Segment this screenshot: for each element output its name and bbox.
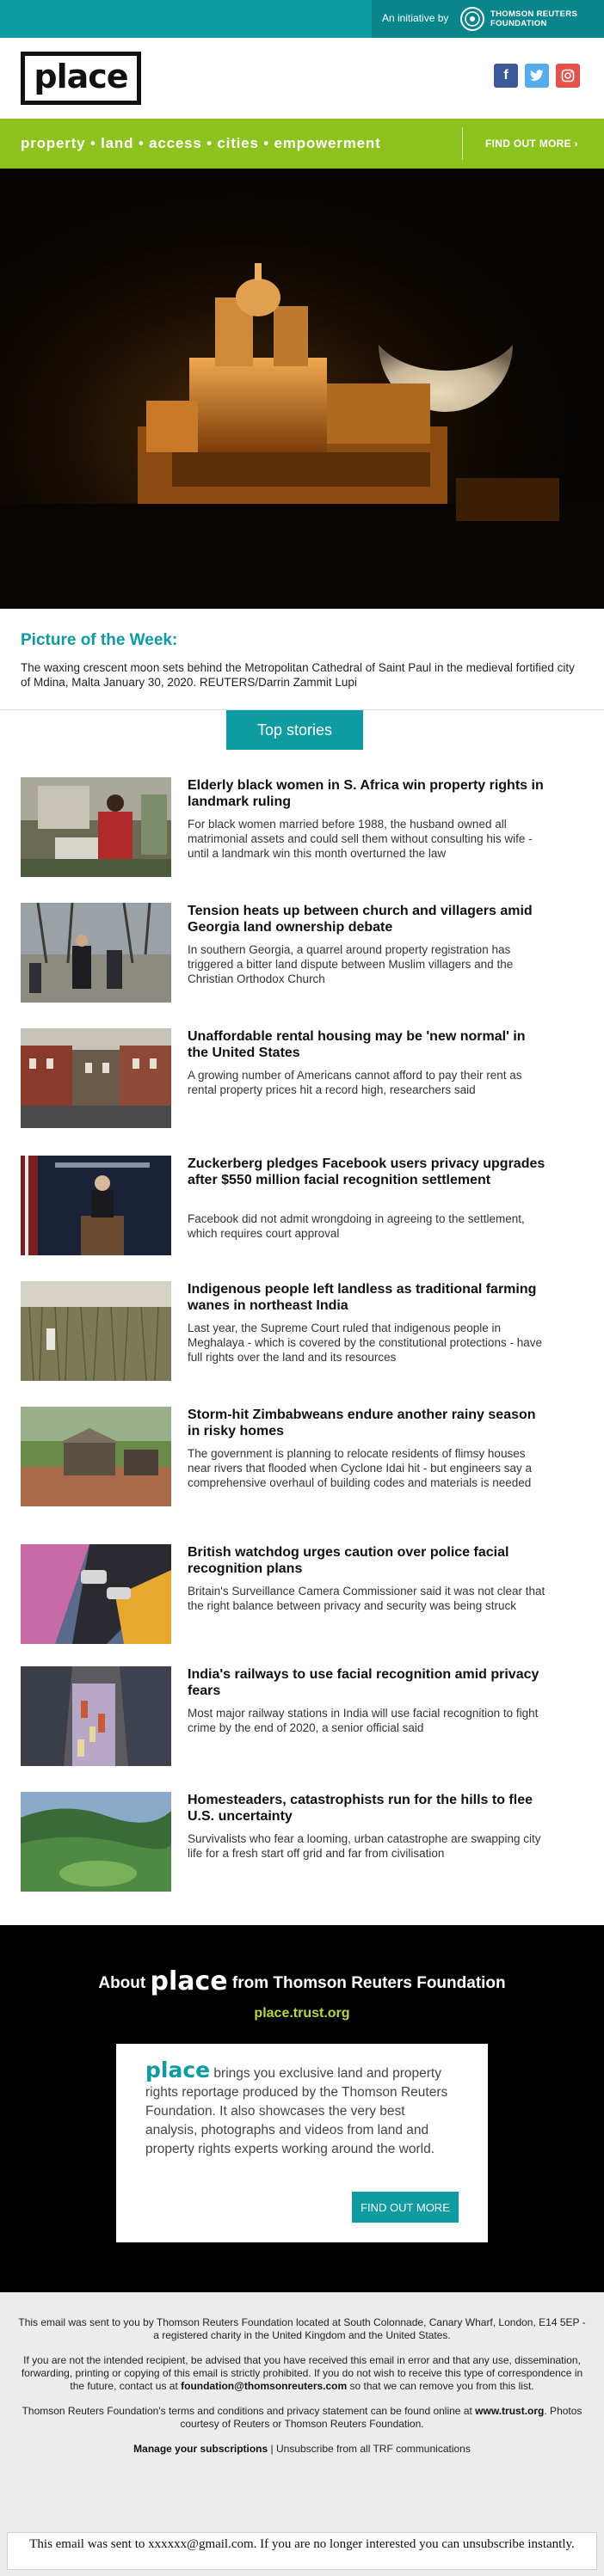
potw-title: Picture of the Week: <box>21 631 178 649</box>
topics-list[interactable]: property • land • access • cities • empowerment <box>21 135 381 151</box>
about-section <box>0 1925 604 2292</box>
story-summary: The government is planning to relocate residents of flimsy houses near rivers that flooded when Cyclone Idai hit - but engineers say a comprehensive overhaul of building codes and materials is needed <box>188 1447 532 1489</box>
footer-terms <box>17 2405 587 2431</box>
story-summary: Last year, the Supreme Court ruled that indigenous people in Meghalaya - which is covered by the constitutional protections - have full rights over the land and its resources <box>188 1322 542 1364</box>
tr-org-name <box>490 9 577 28</box>
tr-org-line2: FOUNDATION <box>490 19 547 28</box>
footer-disclaimer <box>17 2354 587 2393</box>
story-thumbnail[interactable] <box>21 777 171 877</box>
story-thumbnail[interactable] <box>21 1281 171 1381</box>
manage-subscriptions-link[interactable]: Manage your subscriptions <box>133 2443 268 2455</box>
about-title-prefix: About <box>98 1974 146 1992</box>
story-thumbnail[interactable] <box>21 1544 171 1644</box>
twitter-icon[interactable] <box>525 64 549 88</box>
story-photo <box>21 1156 171 1255</box>
footer-subscription-links <box>17 2443 587 2456</box>
story-headline[interactable]: Zuckerberg pledges Facebook users privacy upgrades after $550 million facial recognition settlement <box>188 1156 545 1187</box>
story-headline[interactable]: Tension heats up between church and villagers amid Georgia land ownership debate <box>188 904 533 935</box>
place-logo[interactable] <box>21 52 141 105</box>
story-photo <box>21 903 171 1003</box>
facebook-icon[interactable]: f <box>494 64 518 88</box>
potw-caption: The waxing crescent moon sets behind the Metropolitan Cathedral of Saint Paul in the medieval fortified city of Mdina, Malta January 30, 2020. REUTERS/Darrin Zammit Lupi <box>21 661 575 689</box>
story-photo <box>21 1028 171 1128</box>
footer-terms-end: . Photos courtesy of Reuters or Thomson Reuters Foundation. <box>180 2405 582 2430</box>
story-photo <box>21 1281 171 1381</box>
about-card-brand: place <box>145 2058 211 2082</box>
story-headline[interactable]: Unaffordable rental housing may be 'new normal' in the United States <box>188 1029 526 1060</box>
twitter-bird-icon <box>530 70 544 82</box>
about-find-out-more-button[interactable]: FIND OUT MORE <box>352 2192 459 2223</box>
thomson-reuters-logo-icon <box>459 6 485 32</box>
about-title <box>0 1966 604 1996</box>
instagram-camera-icon <box>561 69 575 83</box>
story-thumbnail[interactable] <box>21 1156 171 1255</box>
story-summary: Britain's Surveillance Camera Commissioner said it was not clear that the right balance between privacy and security was being struck <box>188 1585 545 1612</box>
story-headline[interactable]: Elderly black women in S. Africa win property rights in landmark ruling <box>188 778 544 809</box>
story-summary: A growing number of Americans cannot afford to pay their rent as rental property prices hit a record high, researchers said <box>188 1069 522 1096</box>
about-card-body: brings you exclusive land and property rights reportage produced by the Thomson Reuters Foundation. It also showcases the very best analysis, photographs and videos from land and property rights experts working around the world. <box>145 2066 448 2156</box>
story-headline[interactable]: Homesteaders, catastrophists run for the hills to flee U.S. uncertainty <box>188 1793 533 1824</box>
about-title-suffix: from Thomson Reuters Foundation <box>231 1974 506 1992</box>
story-photo <box>21 1407 171 1506</box>
tr-org-line1: THOMSON REUTERS <box>490 9 578 19</box>
story-summary: For black women married before 1988, the husband owned all matrimonial assets and could sell them without consulting his wife - until a landmark win this month overturned the law <box>188 818 533 860</box>
story-headline[interactable]: British watchdog urges caution over police facial recognition plans <box>188 1545 509 1576</box>
about-card <box>116 2044 488 2242</box>
story-photo <box>21 1792 171 1892</box>
story-photo <box>21 1544 171 1644</box>
story-photo <box>21 1666 171 1766</box>
story-summary: Survivalists who fear a looming, urban catastrophe are swapping city life for a fresh start off grid and far from civilisation <box>188 1832 541 1860</box>
unsubscribe-notice[interactable]: This email was sent to xxxxxx@gmail.com. If you are no longer interested you can unsubscribe instantly. <box>7 2532 597 2570</box>
picture-of-week <box>0 609 604 710</box>
story-thumbnail[interactable] <box>21 1407 171 1506</box>
story-thumbnail[interactable] <box>21 1792 171 1892</box>
top-stories-section <box>0 710 604 1925</box>
story-thumbnail[interactable] <box>21 1666 171 1766</box>
story-headline[interactable]: Indigenous people left landless as traditional farming wanes in northeast India <box>188 1282 537 1313</box>
find-out-more-link[interactable]: FIND OUT MORE › <box>485 138 578 150</box>
footer <box>0 2292 604 2532</box>
tr-initiative-block[interactable] <box>372 0 604 38</box>
picture-of-week-image[interactable] <box>0 169 604 609</box>
story-photo <box>21 777 171 877</box>
story-headline[interactable]: Storm-hit Zimbabweans endure another rainy season in risky homes <box>188 1408 536 1438</box>
story-summary: Facebook did not admit wrongdoing in agreeing to the settlement, which requires court approval <box>188 1212 525 1240</box>
footer-disclaimer-text: If you are not the intended recipient, be advised that you have received this email in error and that any use, dissemination, forwarding, printing or copying of this email is strictly prohibited. If you do not wish to receive this type of correspondence in the future, contact us at <box>21 2354 583 2392</box>
instagram-icon[interactable] <box>556 64 580 88</box>
top-bar <box>0 0 604 38</box>
footer-trust-link[interactable]: www.trust.org <box>475 2405 545 2417</box>
story-headline[interactable]: India's railways to use facial recognition amid privacy fears <box>188 1667 539 1698</box>
footer-link-separator: | <box>268 2443 276 2455</box>
cathedral-moon-photo <box>0 169 604 609</box>
topic-nav <box>0 119 604 169</box>
footer-contact-email[interactable]: foundation@thomsonreuters.com <box>181 2380 348 2392</box>
about-title-brand: place <box>150 1966 228 1996</box>
header <box>0 38 604 119</box>
initiative-label: An initiative by <box>382 12 449 24</box>
place-url-link[interactable]: place.trust.org <box>254 2006 350 2021</box>
unsubscribe-all-link[interactable]: Unsubscribe from all TRF communications <box>275 2443 471 2455</box>
about-card-text <box>145 2058 459 2159</box>
story-thumbnail[interactable] <box>21 1028 171 1128</box>
top-stories-tab: Top stories <box>226 710 363 750</box>
story-thumbnail[interactable] <box>21 903 171 1003</box>
footer-sender-info: This email was sent to you by Thomson Reuters Foundation located at South Colonnade, Canary Wharf, London, E14 5EP - a registered charity in the United Kingdom and the United States. <box>18 2316 586 2341</box>
story-summary: Most major railway stations in India will use facial recognition to fight crime by the end of 2020, a senior official said <box>188 1707 539 1734</box>
logo-text: place <box>34 58 128 95</box>
footer-disclaimer-end: so that we can remove you from this list. <box>347 2380 534 2392</box>
story-summary: In southern Georgia, a quarrel around property registration has triggered a bitter land dispute between Muslim villagers and the Christian Orthodox Church <box>188 943 514 985</box>
footer-terms-text: Thomson Reuters Foundation's terms and conditions and privacy statement can be found online at <box>22 2405 476 2417</box>
nav-divider <box>462 127 463 160</box>
